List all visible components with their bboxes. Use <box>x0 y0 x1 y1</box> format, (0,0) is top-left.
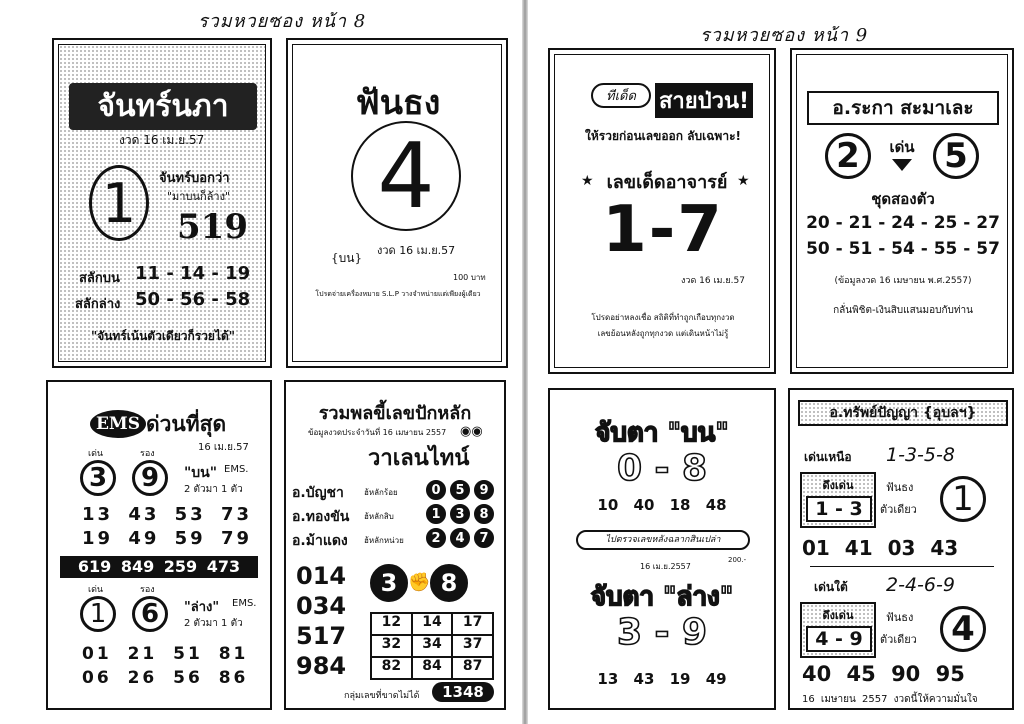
panel-fanthong <box>286 38 508 368</box>
jabta-banner: ไปตรวจเลขหลังฉลากสินเปล่า <box>576 530 750 550</box>
valentine-row1-hint: ฮ้หลักร้อย <box>364 488 398 497</box>
sappanya-footer: 16 เมษายน 2557 งวดนี้ให้ความมั่นใจ <box>802 694 978 705</box>
panel-saipuan <box>548 48 776 374</box>
ems-badge: EMS <box>90 410 146 438</box>
saipuan-foot1: โปรดอย่าหลงเชื่อ สถิติที่ทำถูกเกือบทุกงวด <box>591 313 735 322</box>
fanthong-on-label: {บน} <box>331 251 363 265</box>
chanthornapha-top-label: สลักบน <box>79 271 120 286</box>
jabta-date: 16 เม.ย.2557 <box>640 562 691 571</box>
valentine-digit-x: 3 <box>370 564 408 602</box>
valentine-row1-n2: 5 <box>450 480 470 500</box>
ems-bottom-lead-digit: 1 <box>80 596 116 632</box>
fanthong-price: 100 บาท <box>453 273 486 282</box>
valentine-code: 1348 <box>432 682 494 702</box>
fanthong-box <box>292 44 502 362</box>
saipuan-star-right: ★ <box>737 173 750 189</box>
sappanya-big-digit-2: 4 <box>940 606 986 652</box>
ems-row4: 06 26 56 86 <box>82 668 249 688</box>
valentine-row2-n2: 3 <box>450 504 470 524</box>
triangle-down-icon <box>892 159 912 171</box>
chanthornapha-bottom-numbers: 50 - 56 - 58 <box>135 289 251 310</box>
chanthornapha-box <box>58 44 266 362</box>
ems-lead-label-2: เด่น <box>88 585 104 595</box>
chanthornapha-footer: "จันทร์เน้นตัวเดียวก็รวยได้" <box>90 329 236 343</box>
raka-footer: กลั่นพิชิต-เงินสิบแสนมอบกับท่าน <box>833 305 973 316</box>
ems-top-lead-digit: 3 <box>80 460 116 496</box>
raka-title: อ.ระกา สะมาเละ <box>807 91 999 125</box>
ems-row3: 01 21 51 81 <box>82 644 249 664</box>
ems-black-bar: 619 849 259 473 <box>60 556 258 578</box>
jabta-bottom-title: จับตา "ล่าง" <box>590 582 734 612</box>
ems-title: ด่วนที่สุด <box>146 412 227 436</box>
ems-second-label: รอง <box>140 449 155 459</box>
raka-note: (ข้อมูลงวด 16 เมษายน พ.ศ.2557) <box>834 276 972 286</box>
saipuan-big-number: 1-7 <box>602 193 724 267</box>
sappanya-title: อ.ทรัพย์ปัญญา {อุบลฯ} <box>798 400 1008 426</box>
chanthornapha-top-numbers: 11 - 14 - 19 <box>135 263 251 284</box>
page-gutter <box>522 0 528 724</box>
raka-lead-label: เด่น <box>889 138 915 156</box>
sappanya-pair2-box <box>800 602 876 658</box>
sappanya-row2: 40 45 90 95 <box>802 662 965 686</box>
panel-chanthornapha <box>52 38 272 368</box>
sappanya-single-2: ตัวเดียว <box>880 633 917 646</box>
grid-cell: 34 <box>412 635 453 657</box>
grid-cell: 32 <box>371 635 412 657</box>
valentine-row1-n1: 0 <box>426 480 446 500</box>
valentine-brand: วาเลนไทน์ <box>368 446 470 471</box>
valentine-row3-n3: 7 <box>474 528 494 548</box>
ems-bottom-suffix: EMS. <box>232 598 257 609</box>
saipuan-date: งวด 16 เม.ย.57 <box>681 276 745 286</box>
valentine-row2-name: อ.ทองขัน <box>292 509 350 525</box>
chanthornapha-date: งวด 16 เม.ย.57 <box>119 133 205 147</box>
fist-icon: ✊ <box>408 572 431 593</box>
sappanya-north-label: เด่นเหนือ <box>804 450 852 464</box>
sappanya-hint-1: ฟันธง <box>886 481 914 494</box>
page-header-right: รวมหวยซอง หน้า 9 <box>700 25 869 46</box>
saipuan-star-left: ★ <box>581 173 594 189</box>
raka-digit-left: 2 <box>825 133 871 179</box>
saipuan-tag: ทีเด็ด <box>591 83 651 108</box>
valentine-row3-hint: ฮ้หลักหน่วย <box>364 536 404 545</box>
sappanya-pair1: 1 - 3 <box>806 496 872 522</box>
valentine-left-3: 517 <box>296 622 347 650</box>
valentine-left-4: 984 <box>296 652 347 680</box>
ems-bottom-second-digit: 6 <box>132 596 168 632</box>
valentine-left-2: 034 <box>296 592 347 620</box>
ems-top-second-digit: 9 <box>132 460 168 496</box>
saipuan-title: สายป่วน! <box>655 83 753 118</box>
raka-digit-right: 5 <box>933 133 979 179</box>
panel-raka <box>790 48 1014 374</box>
grid-cell: 12 <box>371 613 412 635</box>
jabta-top-row: 10 40 18 48 <box>597 496 727 514</box>
panel-sappanya <box>788 388 1014 710</box>
valentine-row2-n3: 8 <box>474 504 494 524</box>
valentine-row1-n3: 9 <box>474 480 494 500</box>
raka-subtitle: ชุดสองตัว <box>871 190 935 208</box>
page-header-left: รวมหวยซอง หน้า 8 <box>198 11 367 32</box>
sappanya-hint-2: ฟันธง <box>886 611 914 624</box>
panel-ems <box>46 380 272 710</box>
ems-top-label: "บน" <box>184 465 218 481</box>
grid-cell: 87 <box>452 657 493 679</box>
ems-date: 16 เม.ย.57 <box>198 442 249 453</box>
chanthornapha-bottom-label: สลักล่าง <box>75 297 121 312</box>
valentine-row3-name: อ.ม้าแดง <box>292 533 348 549</box>
jabta-bottom-row: 13 43 19 49 <box>597 670 727 688</box>
saipuan-subtitle: เลขเด็ดอาจารย์ <box>606 172 728 193</box>
valentine-digit-y: 8 <box>430 564 468 602</box>
sappanya-pull-label-1: ดึงเด่น <box>822 479 854 492</box>
valentine-left-1: 014 <box>296 562 347 590</box>
ems-bottom-sub: 2 ตัวมา 1 ตัว <box>184 618 243 629</box>
valentine-row2-hint: ฮ้หลักสิบ <box>364 512 394 521</box>
fanthong-big-digit: 4 <box>351 121 461 231</box>
valentine-row3-n1: 2 <box>426 528 446 548</box>
raka-row2: 50 - 51 - 54 - 55 - 57 <box>806 239 1000 259</box>
valentine-row1-name: อ.บัญชา <box>292 485 344 501</box>
ems-bottom-label: "ล่าง" <box>184 600 220 615</box>
chanthornapha-quote: "มาบนก็ล้าง" <box>167 190 230 203</box>
sappanya-north-digits: 1-3-5-8 <box>886 444 955 466</box>
fanthong-note: โปรดจ่ายเครื่องหมาย S.L.P วางจำหน่ายแต่เพียงผู้เดียว <box>315 290 481 298</box>
ems-top-suffix: EMS. <box>224 464 249 475</box>
chanthornapha-says: จันทร์บอกว่า <box>159 171 230 186</box>
chanthornapha-big-digit: 1 <box>89 165 149 241</box>
jabta-bottom-pair: 3 - 9 <box>616 612 708 653</box>
sappanya-south-label: เด่นใต้ <box>814 580 848 594</box>
eyes-icon: ◉◉ <box>460 424 483 439</box>
valentine-title: รวมพลขี้เลขปักหลัก <box>318 403 472 424</box>
panel-jabta <box>548 388 776 710</box>
jabta-top-title: จับตา "บน" <box>595 418 729 448</box>
sappanya-pair1-box <box>800 472 876 528</box>
grid-cell: 14 <box>412 613 453 635</box>
valentine-row2-n1: 1 <box>426 504 446 524</box>
chanthornapha-number: 519 <box>177 207 248 247</box>
sappanya-south-digits: 2-4-6-9 <box>886 574 955 596</box>
saipuan-line1: ให้รวยก่อนเลขออก ลับเฉพาะ! <box>585 129 741 143</box>
valentine-info: ข้อมูลงวดประจำวันที่ 16 เมษายน 2557 <box>308 428 447 437</box>
ems-lead-label: เด่น <box>88 449 104 459</box>
ems-top-sub: 2 ตัวมา 1 ตัว <box>184 484 243 495</box>
raka-row1: 20 - 21 - 24 - 25 - 27 <box>806 213 1000 233</box>
saipuan-foot2: เลขย้อนหลังถูกทุกงวด แต่เดินหน้าไม่รู้ <box>597 329 729 338</box>
saipuan-box <box>554 54 770 368</box>
grid-cell: 84 <box>412 657 453 679</box>
ems-second-label-2: รอง <box>140 585 155 595</box>
fanthong-title: ฟันธง <box>355 83 441 123</box>
chanthornapha-title: จันทร์นภา <box>69 83 257 130</box>
grid-cell: 82 <box>371 657 412 679</box>
valentine-grid <box>370 612 494 680</box>
ems-row2: 19 49 59 79 <box>82 528 252 549</box>
panel-valentine <box>284 380 506 710</box>
jabta-price: 200.- <box>728 556 747 564</box>
sappanya-pair2: 4 - 9 <box>806 626 872 652</box>
grid-cell: 17 <box>452 613 493 635</box>
fanthong-date: งวด 16 เม.ย.57 <box>377 244 456 257</box>
sappanya-big-digit-1: 1 <box>940 476 986 522</box>
valentine-footer: กลุ่มเลขที่ขาดไม่ได้ <box>344 691 420 701</box>
sappanya-row1: 01 41 03 43 <box>802 536 959 560</box>
sappanya-divider <box>810 566 994 567</box>
jabta-top-pair: 0 - 8 <box>616 448 708 489</box>
sappanya-pull-label-2: ดึงเด่น <box>822 609 854 622</box>
raka-box <box>796 54 1008 368</box>
sappanya-single-1: ตัวเดียว <box>880 503 917 516</box>
ems-row1: 13 43 53 73 <box>82 504 252 525</box>
grid-cell: 37 <box>452 635 493 657</box>
valentine-row3-n2: 4 <box>450 528 470 548</box>
